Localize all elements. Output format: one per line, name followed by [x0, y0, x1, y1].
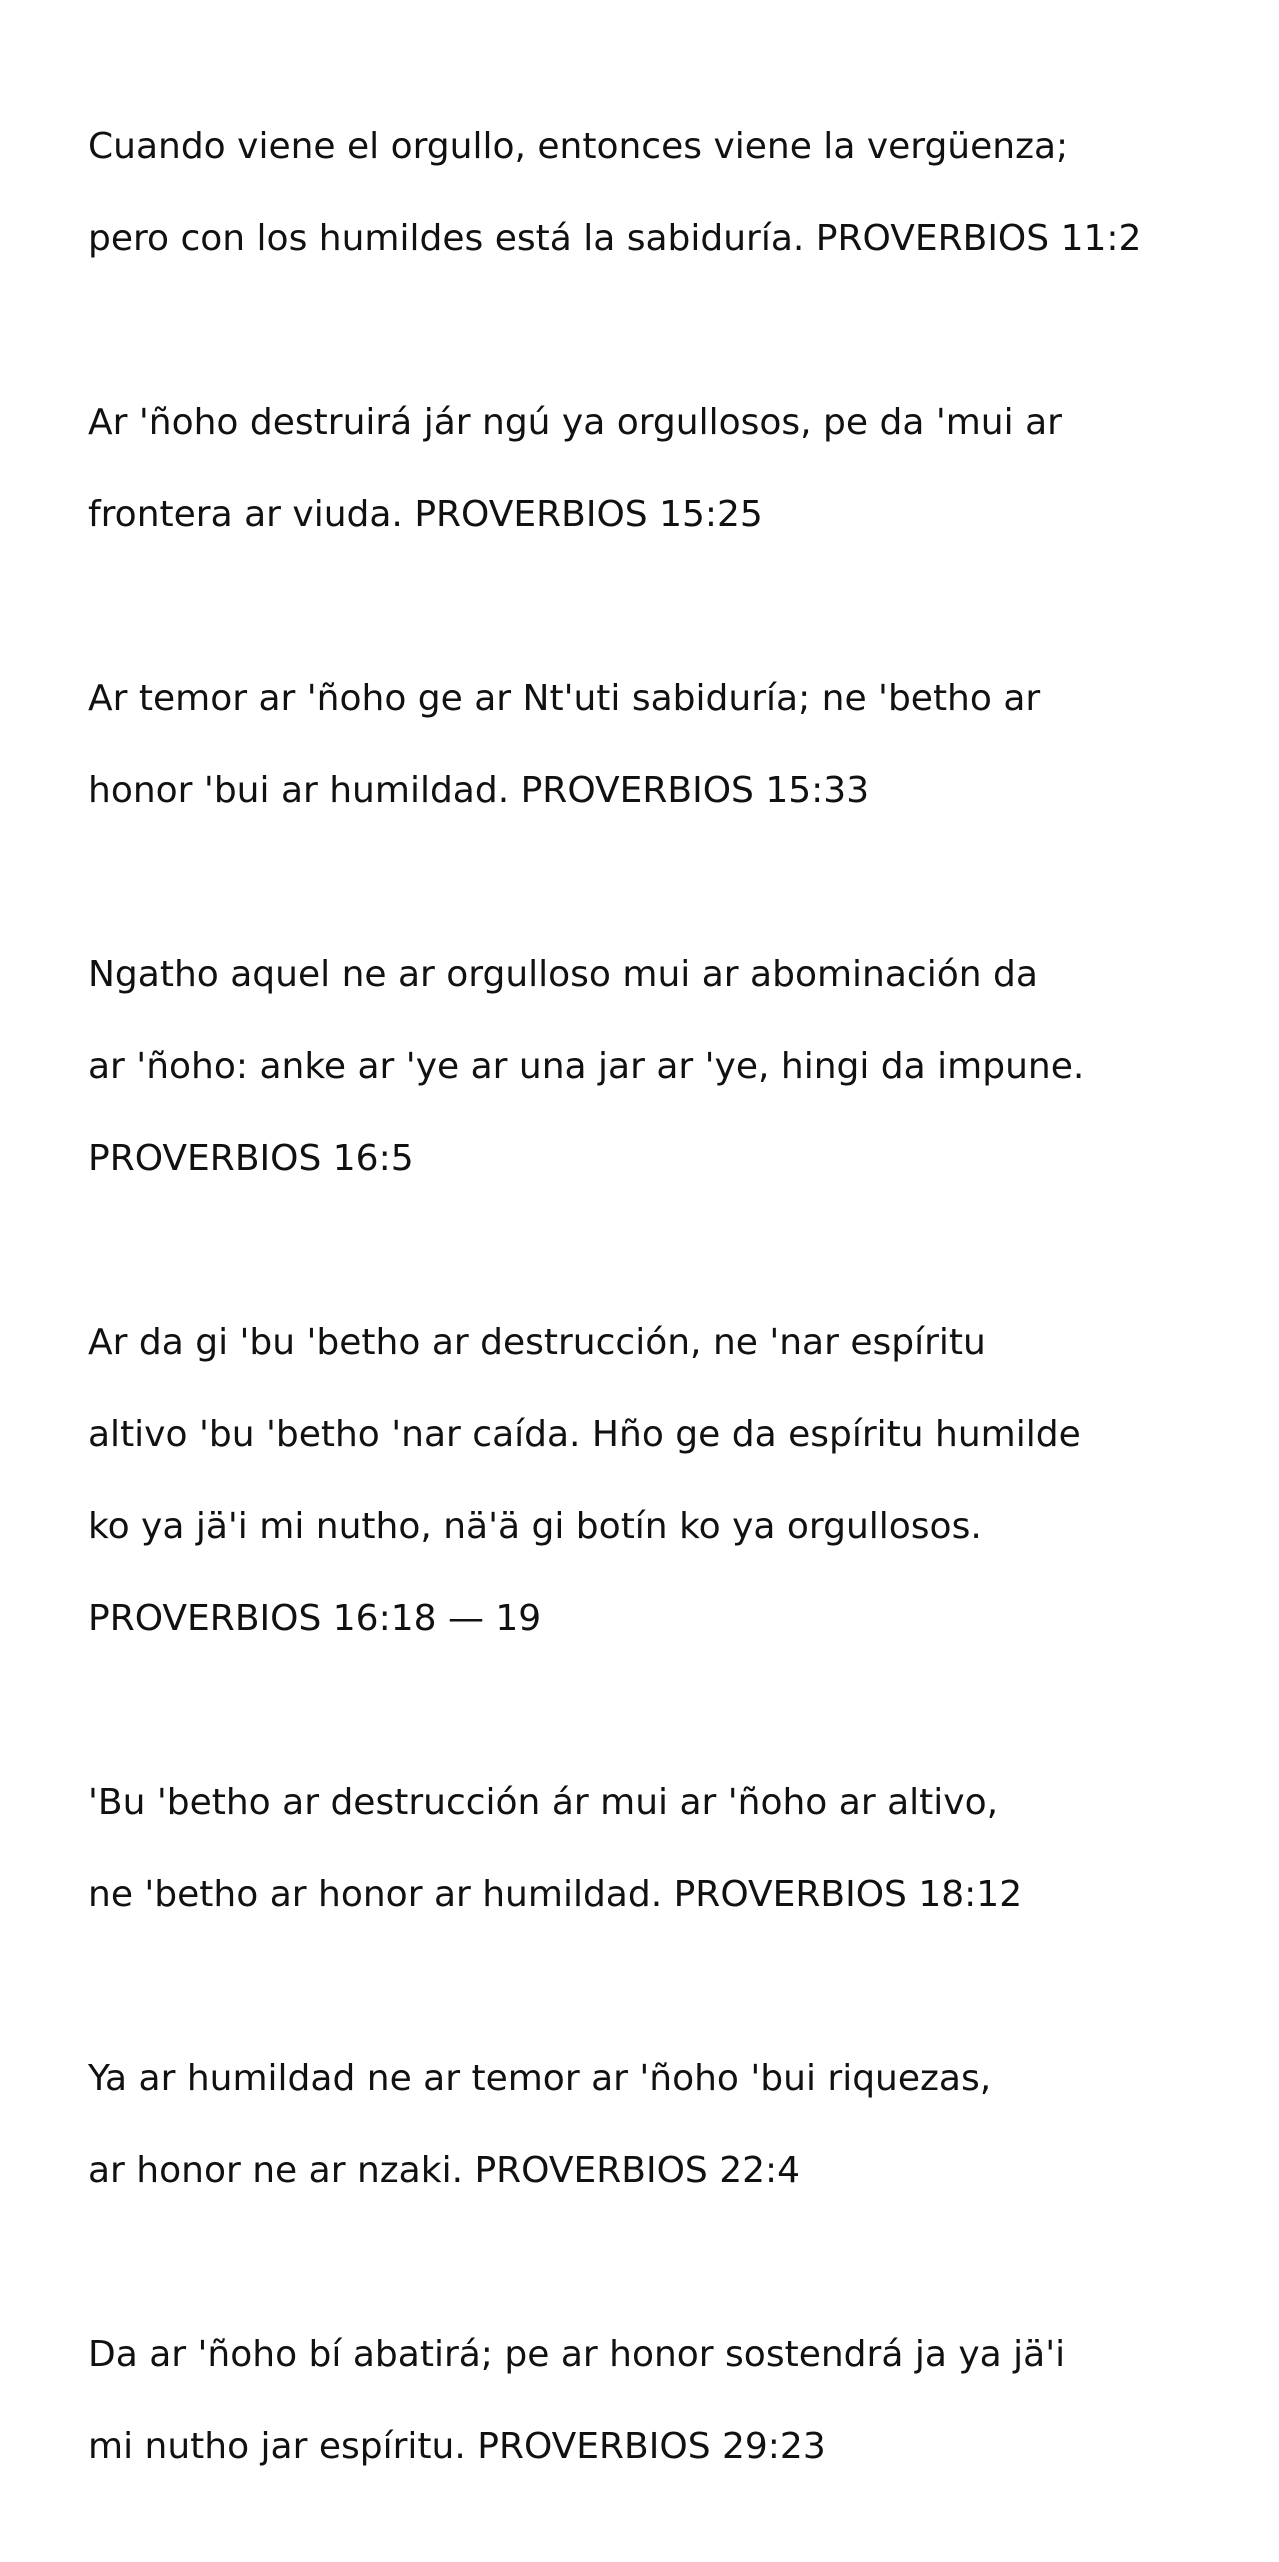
verse-line: Ngatho aquel ne ar orgulloso mui ar abominación da [88, 954, 1038, 995]
verse-line: ar 'ñoho: anke ar 'ye ar una jar ar 'ye, hingi da impune. [88, 1046, 1085, 1087]
verse-line: ne 'betho ar honor ar humildad. PROVERBIOS 18:12 [88, 1874, 1023, 1915]
verse-proverbios-18-12 [88, 1734, 1263, 1964]
verse-line: honor 'bui ar humildad. PROVERBIOS 15:33 [88, 770, 870, 811]
verse-proverbios-22-4 [88, 2010, 1263, 2240]
verse-line: Ar da gi 'bu 'betho ar destrucción, ne 'nar espíritu [88, 1322, 986, 1363]
verse-proverbios-16-5 [88, 906, 1263, 1228]
verse-line: mi nutho jar espíritu. PROVERBIOS 29:23 [88, 2426, 826, 2467]
verse-line: altivo 'bu 'betho 'nar caída. Hño ge da espíritu humilde [88, 1414, 1081, 1455]
verse-line: Cuando viene el orgullo, entonces viene la vergüenza; [88, 126, 1069, 167]
verse-line: frontera ar viuda. PROVERBIOS 15:25 [88, 494, 763, 535]
verse-line: Ar temor ar 'ñoho ge ar Nt'uti sabiduría; ne 'betho ar [88, 678, 1041, 719]
verse-proverbios-16-18-19 [88, 1274, 1263, 1688]
verse-line: Ya ar humildad ne ar temor ar 'ñoho 'bui riquezas, [88, 2058, 992, 2099]
verse-line: PROVERBIOS 16:18 — 19 [88, 1598, 542, 1639]
verse-line: Ar 'ñoho destruirá jár ngú ya orgullosos, pe da 'mui ar [88, 402, 1062, 443]
verse-line: Da ar 'ñoho bí abatirá; pe ar honor sostendrá ja ya jä'i [88, 2334, 1066, 2375]
verse-line: PROVERBIOS 16:5 [88, 1138, 414, 1179]
verse-proverbios-29-23 [88, 2286, 1263, 2516]
verse-proverbios-11-2 [88, 78, 1263, 308]
document-page [88, 78, 1263, 2562]
verse-proverbios-15-25 [88, 354, 1263, 584]
verse-line: ar honor ne ar nzaki. PROVERBIOS 22:4 [88, 2150, 801, 2191]
verse-line: 'Bu 'betho ar destrucción ár mui ar 'ñoho ar altivo, [88, 1782, 999, 1823]
verse-line: ko ya jä'i mi nutho, nä'ä gi botín ko ya orgullosos. [88, 1506, 982, 1547]
verse-proverbios-15-33 [88, 630, 1263, 860]
verse-line: pero con los humildes está la sabiduría. PROVERBIOS 11:2 [88, 218, 1142, 259]
